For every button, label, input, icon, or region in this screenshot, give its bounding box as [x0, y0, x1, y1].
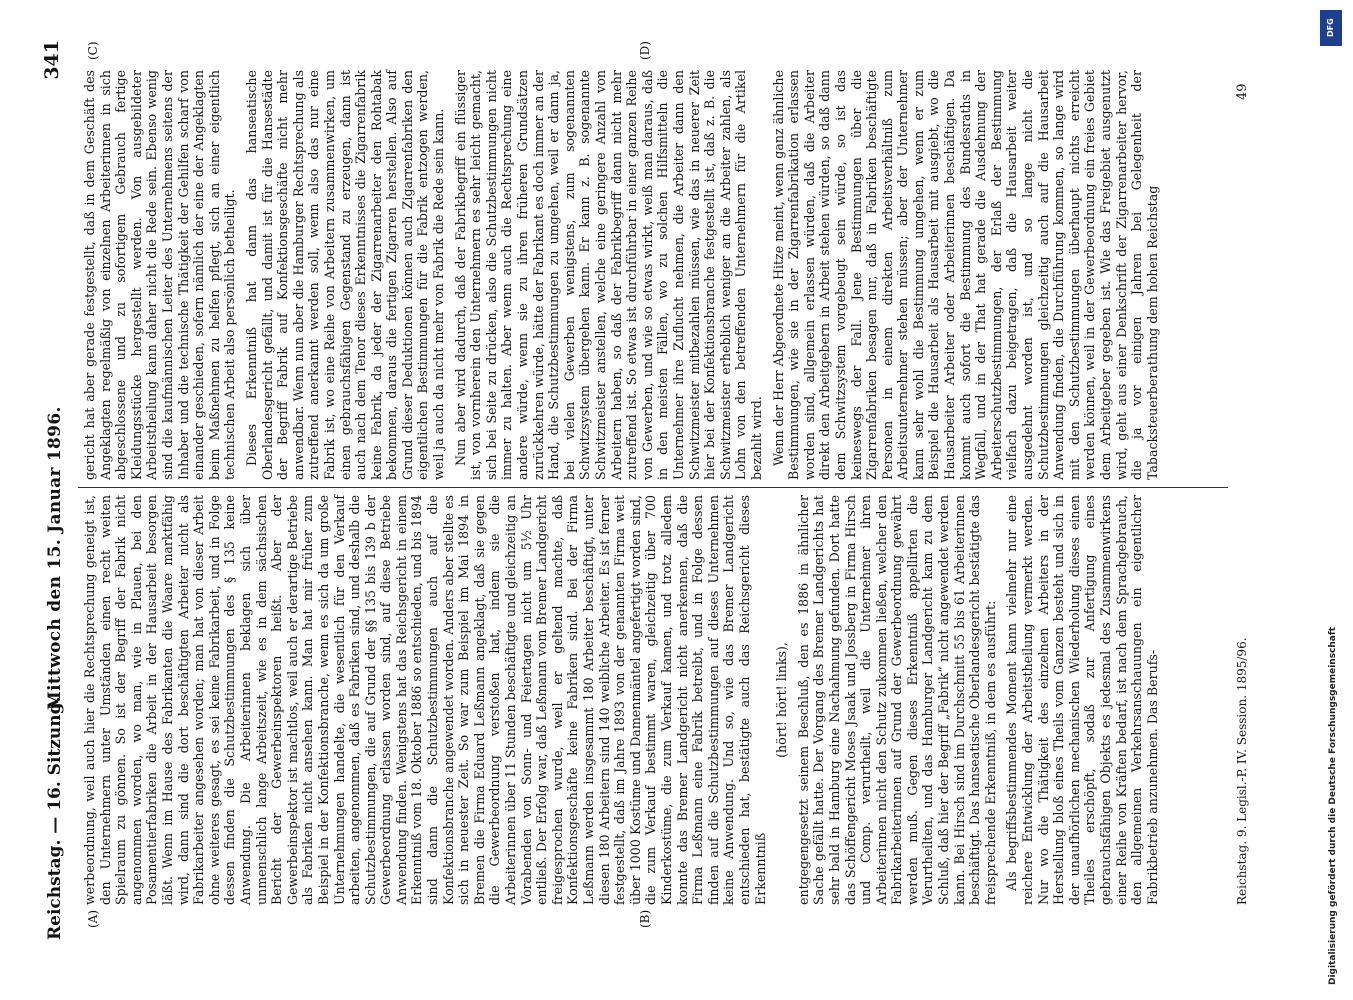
interjection: (hört! hört! links), — [774, 642, 790, 758]
margin-marker-d: (D) — [638, 41, 652, 60]
paragraph: Nun aber wird dadurch, daß der Fabrikbegriff ein flüssiger ist, von vornherein den Unternehmern es sehr leicht gemacht, sich bei Seite zu drücken, also die Schutzbestimmungen nicht immer zu halten. Aber wenn auch die Rechtsprechung eine andere würde, wenn sie zu ihren früheren Grundsätzen zurückkehren würde, hätte der Fabrikant es doch immer an der Hand, die Schutzbestimmungen zu umgehen, weil er dann ja, bei vielen Gewerben wenigstens, zum sogenannten Schwitzsystem übergehen kann. Er kann z. B. sogenannte Schwitzmeister anstellen, welche eine geringere Anzahl von Arbeitern haben, so daß der Fabrikbegriff dann nicht mehr zutreffend ist. So etwas ist durchführbar in einer ganzen Reihe von Gewerben, und wie so etwas wirkt, weiß man daraus, daß in den meisten Fällen, wo zu solchen Hilfsmitteln die Unternehmer ihre Zuflucht nehmen, die Arbeiter dann den Schwitzmeister mitbezahlen müssen, wie das in neuerer Zeit hier bei der Konfektionsbranche festgestellt ist, daß z. B. die Schwitzmeister erheblich weniger an die Arbeiter zahlen, als Lohn von den betreffenden Unternehmern für die Artikel bezahlt wird. — [452, 70, 764, 480]
column-divider — [78, 487, 1228, 488]
quotation: Als begriffsbestimmendes Moment kann vielmehr nur eine reichere Entwicklung der Arbeitstheilung vermerkt werden. Nur wo die Thätigkeit des einzelnen Arbeiters in der Herstellung bloß eines Theils vom Ganzen besteht und sich in der unaufhörlichen mechanischen Wiederholung dieses einen Theiles erschöpft, sodaß zur Anfertigung eines gebrauchsfähigen Objekts es jedesmal des Zusammenwirkens einer Reihe von Kräften bedarf, ist nach dem Sprachgebrauch, den allgemeinen Verkehrsanschauungen ein eigentlicher Fabrikbetrieb anzunehmen. Das Berufs- — [1004, 495, 1160, 905]
page-header — [35, 40, 75, 940]
margin-marker-b: (B) — [638, 909, 652, 928]
signature-number: 49 — [1235, 83, 1250, 100]
paragraph: Dieses Erkenntniß hat dann das hanseatische Oberlandesgericht gefällt, und damit ist für die Hansestädte der Begriff Fabrik auf Konfektionsgeschäfte nicht mehr anwendbar. Wenn nun aber die Hamburger Rechtsprechung als zutreffend anerkannt werden soll, wenn also das nur eine Fabrik ist, wo eine Reihe von Arbeitern zusammenwirken, um einen gebrauchsfähigen Gegenstand zu erzeugen, dann ist auch nach dem Tenor dieses Erkenntnisses die Zigarrenfabrik keine Fabrik, da jeder der Zigarrenarbeiter den Rohtabak bekommen, daraus die fertigen Zigarren herstellen. Also auf Grund dieser Deduktionen können auch Zigarrenfabriken den eigentlichen Bestimmungen für die Fabrik entzogen werden, weil ja auch da nicht mehr von Fabrik die Rede sein kann. — [243, 70, 447, 480]
digitization-credit — [1318, 10, 1348, 990]
right-column — [82, 70, 1166, 480]
margin-marker-c: (C) — [86, 41, 100, 60]
paragraph: gericht hat aber gerade festgestellt, daß in dem Geschäft des Angeklagten regelmäßig von einzelnen Arbeiterinnen in sich abgeschlossene und zu sofortigem Gebrauch fertige Kleidungsstücke hergestellt werden. Von ausgebildeter Arbeitstheilung kann daher nicht die Rede sein. Ebenso wenig sind die kaufmännischen Leiter des Unternehmens seitens der Inhaber und die technische Thätigkeit der Gehilfen scharf von einander geschieden, sofern nämlich der eine der Angeklagten beim Maßnehmen zu helfen pflegt, sich an einer eigentlich technischen Arbeit also persönlich betheiligt. — [82, 70, 238, 480]
paragraph: werbeordnung, weil auch hier die Rechtsprechung geneigt ist, den Unternehmern unter Umständen einen recht weiten Spielraum zu gönnen. So ist der Begriff der Fabrik nicht angenommen worden, wo man, wie in Plauen, bei den Posamentierfabriken die Arbeit in der Hausarbeit besorgen läßt. Wenn im Hause des Fabrikanten die Waare marktfähig wird, dann sind die dort beschäftigten Arbeiter nicht als Fabrikarbeiter angesehen worden; man hat von dieser Arbeit ohne weiteres gesagt, es sei keine Fabrikarbeit, und in Folge dessen finden die Schutzbestimmungen des § 135 keine Anwendung. Die Arbeiterinnen beklagen sich über unmenschlich lange Arbeitszeit, wie es in dem sächsischen Bericht der Gewerbeinspektoren heißt. Aber der Gewerbeinspektor ist machtlos, weil auch er derartige Betriebe als Fabriken nicht ansehen kann. Man hat mir früher zum Beispiel in der Konfektionsbranche, wenn es sich da um große Unternehmungen handelte, die wesentlich für den Verkauf arbeiten, angenommen, daß es Fabriken sind, und deshalb die Schutzbestimmungen, die auf Grund der §§ 135 bis 139 b der Gewerbeordnung erlassen worden sind, auf diese Betriebe Anwendung finden. Wenigstens hat das Reichsgericht in einem Erkenntniß vom 18. Oktober 1886 so entschieden, und bis 1894 sind dann die Schutzbestimmungen auch auf die Konfektionsbranche angewendet worden. Anders aber stellte es sich in neuester Zeit. So war zum Beispiel im Mai 1894 in Bremen die Firma Eduard Leßmann angeklagt, daß sie gegen die Gewerbeordnung verstoßen hat, indem sie die Arbeiterinnen über 11 Stunden beschäftigte und gleichzeitig an Vorabenden von Sonn- und Feiertagen nicht um 5½ Uhr entließ. Der Erfolg war, daß Leßmann vom Bremer Landgericht freigesprochen wurde, weil er geltend machte, daß Konfektionsgeschäfte keine Fabriken sind. Bei der Firma Leßmann werden insgesammt 180 Arbeiter beschäftigt, unter diesen 180 Arbeitern sind 140 weibliche Arbeiter. Es ist ferner festgestellt, daß im Jahre 1893 von der genannten Firma weit über 1000 Kostüme und Damenmäntel angefertigt worden sind, die zum Verkauf bestimmt waren, gleichzeitig über 700 Kinderkostüme, die zum Verkauf kamen, und trotz alledem konnte das Bremer Landgericht nicht anerkennen, daß die Firma Leßmann eine Fabrik betreibt, und in Folge dessen finden auf die Schutzbestimmungen auf dieses Unternehmen keine Anwendung. Und so, wie das Bremer Landgericht entschieden hat, bestätigte auch das Reichsgericht dieses Erkenntniß — [82, 495, 768, 905]
page-footer: Reichstag. 9. Legisl.-P. IV. Session. 1895/96. — [1235, 637, 1249, 905]
dfg-logo: DFG — [1320, 10, 1342, 46]
header-page-number: 341 — [41, 40, 63, 80]
header-date: Mittwoch den 15. Januar 1896. — [45, 406, 65, 710]
paragraph: entgegengesetzt seinem Beschluß, den es 1886 in ähnlicher Sache gefällt hatte. Der Vorgang des Bremer Landgerichts hat sehr bald in Hamburg eine Nachahmung gefunden. Dort hatte das Schöffengericht Moses Jsaak und Jossberg in Firma Hirsch und Comp. verurtheilt, weil die Unternehmer ihren Arbeiterinnen nicht den Schutz zukommen ließen, welcher den Fabrikarbeiterinnen auf Grund der Gewerbeordnung gewährt werden muß. Gegen dieses Erkenntniß appellirten die Verurtheilten, und das Hamburger Landgericht kam zu dem Schluß, daß hier der Begriff „Fabrik“ nicht angewendet werden kann. Bei Hirsch sind im Durchschnitt 55 bis 61 Arbeiterinnen beschäftigt. Das hanseatische Oberlandesgericht bestätigte das freisprechende Erkenntniß, in dem es ausführt: — [795, 495, 998, 905]
margin-marker-a: (A) — [86, 909, 100, 928]
credit-text: Digitalisierung gefördert durch die Deutsche Forschungsgemeinschaft — [1328, 626, 1338, 985]
left-column — [82, 495, 1166, 905]
header-session: Reichstag. — 16. Sitzung. — [45, 696, 65, 940]
paragraph: Wenn der Herr Abgeordnete Hitze meint, wenn ganz ähnliche Bestimmungen, wie sie in der Zigarrenfabrikation erlassen worden sind, allgemein erlassen würden, daß die Arbeiter direkt den Arbeitgebern in Arbeit stehen würden, so daß dann dem Schwitzsystem vorgebeugt sein würde, so ist das keineswegs der Fall. Jene Bestimmungen über die Zigarrenfabriken besagen nur, daß in Fabriken beschäftigte Personen in einem direkten Arbeitsverhältniß zum Arbeitsunternehmer stehen müssen; aber der Unternehmer kann sehr wohl die Bestimmung umgehen, wenn er zum Beispiel die Hausarbeit als Hausarbeit mit ausgiebt, wo die Hausarbeiter Arbeiter oder Arbeiterinnen beschäftigen. Da kommt auch sofort die Bestimmung des Bundesraths in Wegfall, und in der That hat gerade die Ausdehnung der Arbeiterschutzbestimmungen, der Erlaß der Bestimmung vielfach dazu beigetragen, daß die Hausarbeit weiter ausgedehnt worden ist, und so lange nicht die Schutzbestimmungen gleichzeitig auch auf die Hausarbeit Anwendung finden, die Durchführung kommen, so lange wird mit den Schutzbestimmungen überhaupt nichts erreicht werden können, weil in der Gewerbeordnung ein freies Gebiet dem Arbeitgeber gegeben ist. Wie das Freigebiet ausgenutzt wird, geht aus einer Denkschrift der Zigarrenarbeiter hervor, die ja vor einigen Jahren bei Gelegenheit der Tabacksteuerberathung dem hohen Reichstag — [770, 70, 1160, 480]
